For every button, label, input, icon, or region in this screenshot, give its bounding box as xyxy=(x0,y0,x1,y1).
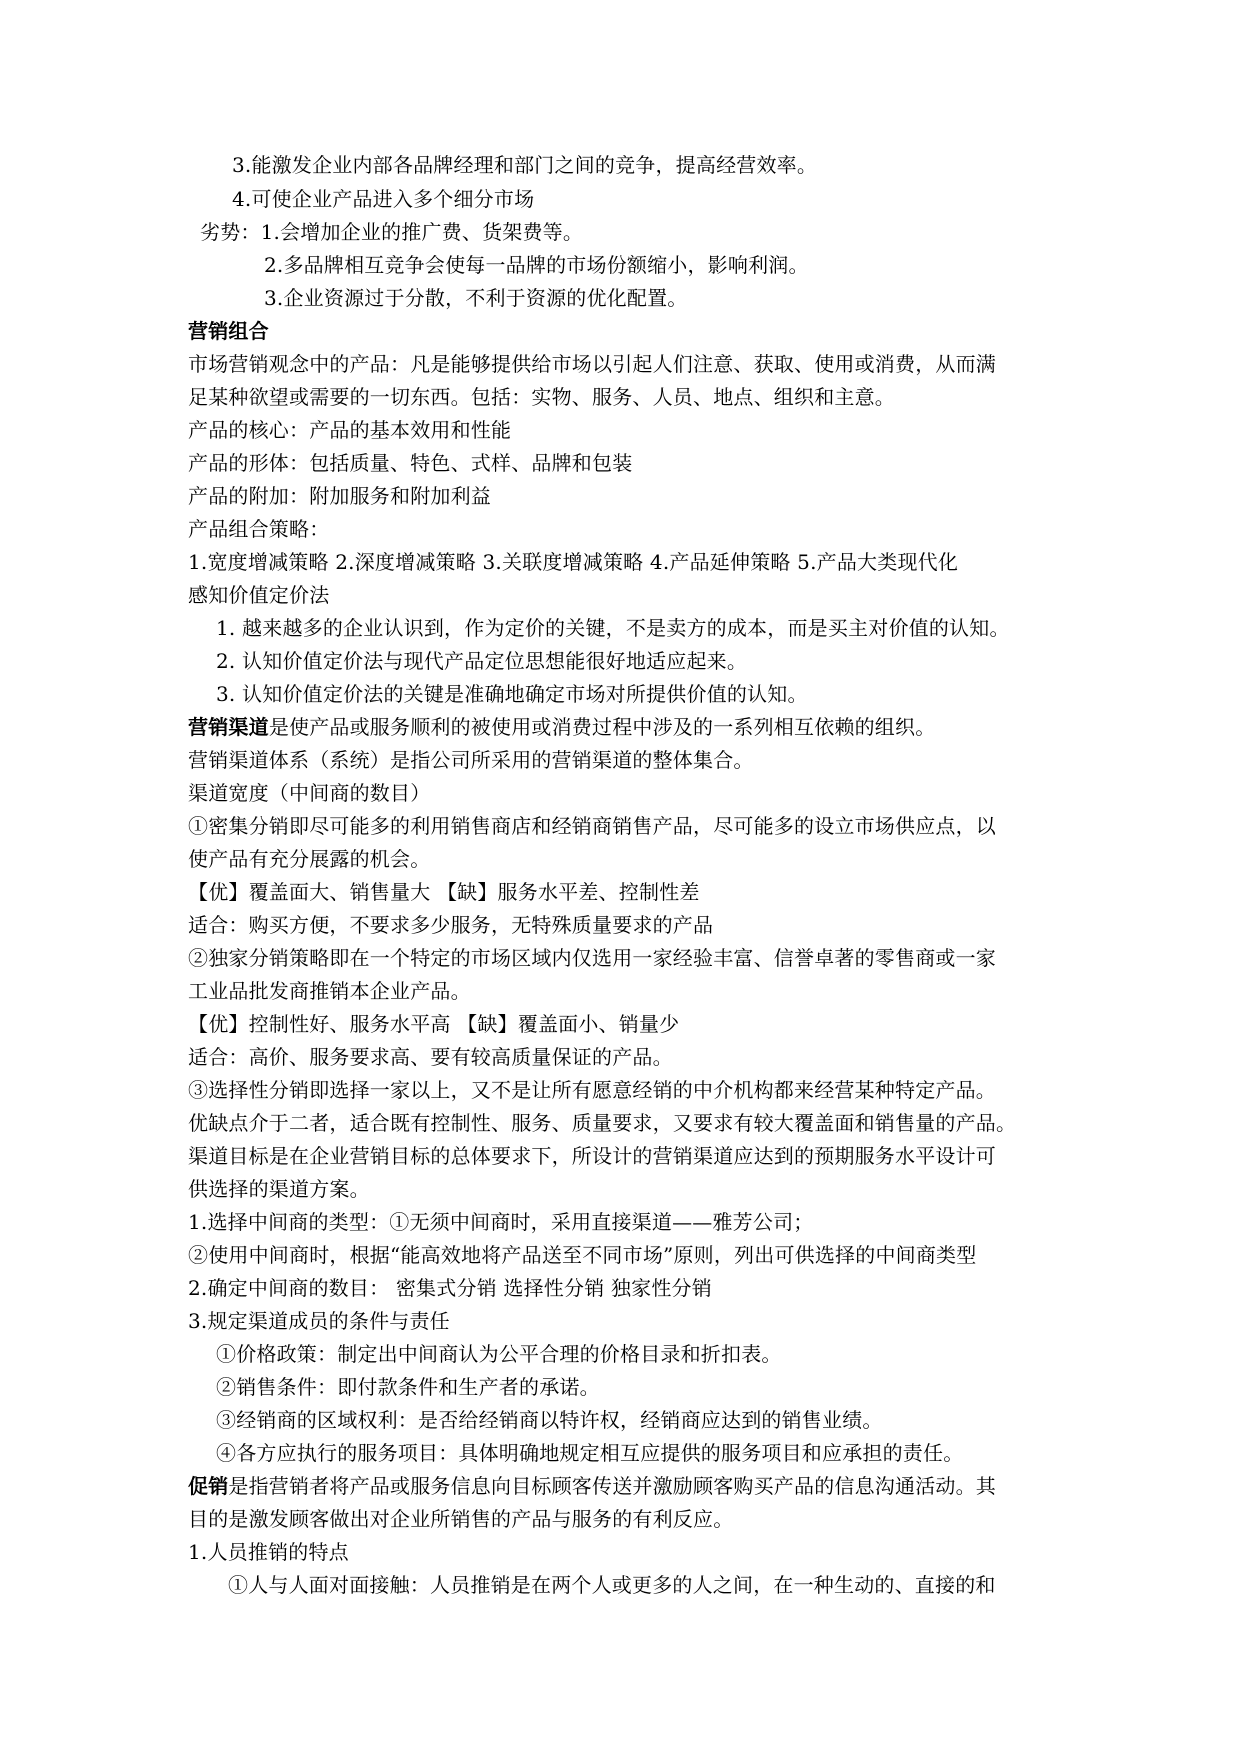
definition-text: 是指营销者将产品或服务信息向目标顾客传送并激励顾客购买产品的信息沟通活动。其 xyxy=(228,1474,997,1498)
text-line: 3.企业资源过于分散，不利于资源的优化配置。 xyxy=(264,286,688,310)
list-item: ①人与人面对面接触：人员推销是在两个人或更多的人之间，在一种生动的、直接的和 xyxy=(228,1573,996,1597)
text-line: 【优】覆盖面大、销售量大 【缺】服务水平差、控制性差 xyxy=(188,880,700,904)
text-line: 【优】控制性好、服务水平高 【缺】覆盖面小、销量少 xyxy=(188,1012,680,1036)
definition-line xyxy=(188,1473,996,1499)
text-line: 适合：高价、服务要求高、要有较高质量保证的产品。 xyxy=(188,1045,673,1069)
text-line: 渠道宽度（中间商的数目） xyxy=(188,781,431,805)
text-line: 2.多品牌相互竞争会使每一品牌的市场份额缩小，影响利润。 xyxy=(264,253,809,277)
text-line: 优缺点介于二者，适合既有控制性、服务、质量要求，又要求有较大覆盖面和销售量的产品。 xyxy=(188,1111,1017,1135)
text-line: 劣势：1.会增加企业的推广费、货架费等。 xyxy=(200,220,584,244)
text-line: 产品的形体：包括质量、特色、式样、品牌和包装 xyxy=(188,451,633,475)
text-line: 4.可使企业产品进入多个细分市场 xyxy=(232,187,535,211)
text-line: 1.宽度增减策略 2.深度增减策略 3.关联度增减策略 4.产品延伸策略 5.产品大类现代化 xyxy=(188,550,959,574)
list-item: 2. 认知价值定价法与现代产品定位思想能很好地适应起来。 xyxy=(216,649,748,673)
text-line: 产品的附加：附加服务和附加利益 xyxy=(188,484,491,508)
text-line: 工业品批发商推销本企业产品。 xyxy=(188,979,471,1003)
term-promotion: 促销 xyxy=(188,1474,229,1498)
term-marketing-channel: 营销渠道 xyxy=(188,715,269,739)
text-line: 2.确定中间商的数目： 密集式分销 选择性分销 独家性分销 xyxy=(188,1276,712,1300)
text-line: 3.能激发企业内部各品牌经理和部门之间的竞争，提高经营效率。 xyxy=(232,153,818,177)
text-line: ①密集分销即尽可能多的利用销售商店和经销商销售产品，尽可能多的设立市场供应点，以 xyxy=(188,814,996,838)
list-item: 1. 越来越多的企业认识到，作为定价的关键，不是卖方的成本，而是买主对价值的认知。 xyxy=(216,616,1010,640)
list-item: ③经销商的区域权利：是否给经销商以特许权，经销商应达到的销售业绩。 xyxy=(216,1408,883,1432)
text-line: 供选择的渠道方案。 xyxy=(188,1177,370,1201)
text-line: 产品组合策略： xyxy=(188,517,330,541)
definition-line xyxy=(188,714,935,740)
text-line: 营销渠道体系（系统）是指公司所采用的营销渠道的整体集合。 xyxy=(188,748,754,772)
text-line: 市场营销观念中的产品：凡是能够提供给市场以引起人们注意、获取、使用或消费，从而满 xyxy=(188,352,996,376)
text-line: 目的是激发顾客做出对企业所销售的产品与服务的有利反应。 xyxy=(188,1507,734,1531)
text-line: 适合：购买方便，不要求多少服务，无特殊质量要求的产品 xyxy=(188,913,714,937)
list-item: 3. 认知价值定价法的关键是准确地确定市场对所提供价值的认知。 xyxy=(216,682,808,706)
text-line: ②使用中间商时，根据“能高效地将产品送至不同市场”原则，列出可供选择的中间商类型 xyxy=(188,1243,977,1267)
text-line: 1.人员推销的特点 xyxy=(188,1540,349,1564)
definition-text: 是使产品或服务顺利的被使用或消费过程中涉及的一系列相互依赖的组织。 xyxy=(268,715,936,739)
text-line: 1.选择中间商的类型：①无须中间商时，采用直接渠道——雅芳公司； xyxy=(188,1210,814,1234)
text-line: 产品的核心：产品的基本效用和性能 xyxy=(188,418,512,442)
text-line: 渠道目标是在企业营销目标的总体要求下，所设计的营销渠道应达到的预期服务水平设计可 xyxy=(188,1144,996,1168)
text-line: 感知价值定价法 xyxy=(188,583,330,607)
text-line: ②独家分销策略即在一个特定的市场区域内仅选用一家经验丰富、信誉卓著的零售商或一家 xyxy=(188,946,996,970)
text-line: 3.规定渠道成员的条件与责任 xyxy=(188,1309,450,1333)
text-line: ③选择性分销即选择一家以上，又不是让所有愿意经销的中介机构都来经营某种特定产品。 xyxy=(188,1078,996,1102)
text-line: 使产品有充分展露的机会。 xyxy=(188,847,431,871)
list-item: ②销售条件：即付款条件和生产者的承诺。 xyxy=(216,1375,600,1399)
text-line: 足某种欲望或需要的一切东西。包括：实物、服务、人员、地点、组织和主意。 xyxy=(188,385,895,409)
list-item: ④各方应执行的服务项目：具体明确地规定相互应提供的服务项目和应承担的责任。 xyxy=(216,1441,964,1465)
list-item: ①价格政策：制定出中间商认为公平合理的价格目录和折扣表。 xyxy=(216,1342,782,1366)
section-heading: 营销组合 xyxy=(188,319,269,343)
